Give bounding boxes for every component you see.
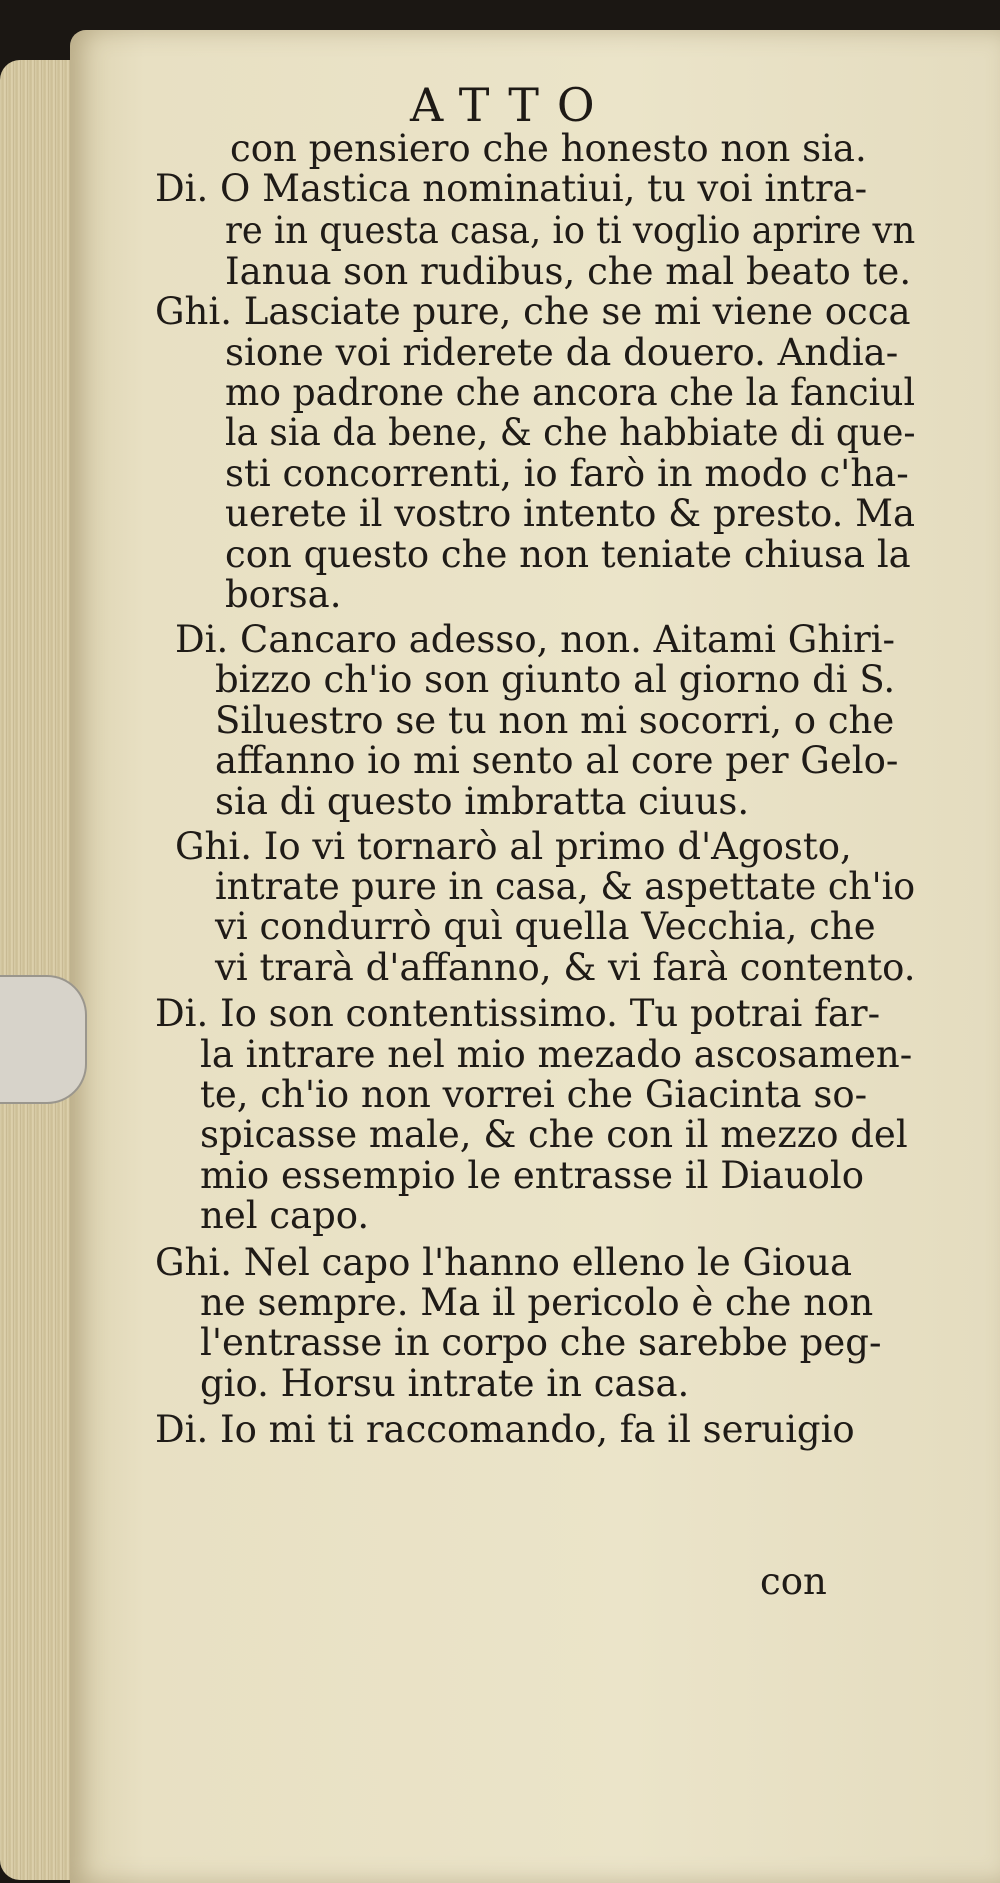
page-clip [0, 975, 87, 1104]
page-header: ATTO [410, 78, 613, 132]
text-line: spicasse male, & che con il mezzo del [200, 1113, 908, 1157]
text-line: l'entrasse in corpo che sarebbe peg- [200, 1321, 882, 1365]
text-line: sti concorrenti, io farò in modo c'ha- [225, 451, 909, 495]
text-line: vi trarà d'affanno, & vi farà contento. [215, 945, 916, 989]
text-line: la sia da bene, & che habbiate di que- [225, 411, 916, 455]
text-line: sia di questo imbratta ciuus. [215, 779, 750, 823]
text-line: Ghi. Nel capo l'hanno elleno le Gioua [155, 1240, 853, 1284]
text-line: la intrare nel mio mezado ascosamen- [200, 1032, 913, 1076]
text-line: ne sempre. Ma il pericolo è che non [200, 1281, 874, 1324]
text-line: te, ch'io non vorrei che Giacinta so- [200, 1073, 868, 1116]
text-line: Ghi. Lasciate pure, che se mi viene occa [155, 290, 911, 334]
text-line: bizzo ch'io son giunto al giorno di S. [215, 658, 896, 702]
text-line: gio. Horsu intrate in casa. [200, 1361, 690, 1405]
text-line: Di. Cancaro adesso, non. Aitami Ghiri- [175, 618, 896, 661]
text-line: affanno io mi sento al core per Gelo- [215, 739, 899, 783]
text-line: vi condurrò quì quella Vecchia, che [215, 905, 876, 949]
text-line: Di. Io mi ti raccomando, fa il seruigio [155, 1408, 855, 1452]
text-line: uerete il vostro intento & presto. Ma [225, 492, 916, 536]
text-line: con questo che non teniate chiusa la [225, 532, 911, 576]
text-line: borsa. [225, 573, 342, 617]
text-line: Siluestro se tu non mi socorri, o che [215, 698, 895, 742]
text-line: mio essempio le entrasse il Diauolo [200, 1153, 865, 1197]
text-line: re in questa casa, io ti voglio aprire vn [225, 209, 916, 253]
text-line: Di. Io son contentissimo. Tu potrai far- [155, 992, 881, 1036]
text-line: con pensiero che honesto non sia. [230, 127, 867, 170]
text-line: mo padrone che ancora che la fanciul [225, 371, 916, 414]
text-line: Di. O Mastica nominatiui, tu voi intra- [155, 167, 868, 211]
catchword: con [760, 1560, 827, 1603]
text-line: Ianua son rudibus, che mal beato te. [225, 249, 912, 293]
text-line: sione voi riderete da douero. Andia- [225, 330, 899, 374]
text-line: nel capo. [200, 1194, 370, 1238]
text-line: Ghi. Io vi tornarò al primo d'Agosto, [175, 824, 852, 868]
text-line: intrate pure in casa, & aspettate ch'io [215, 865, 916, 908]
